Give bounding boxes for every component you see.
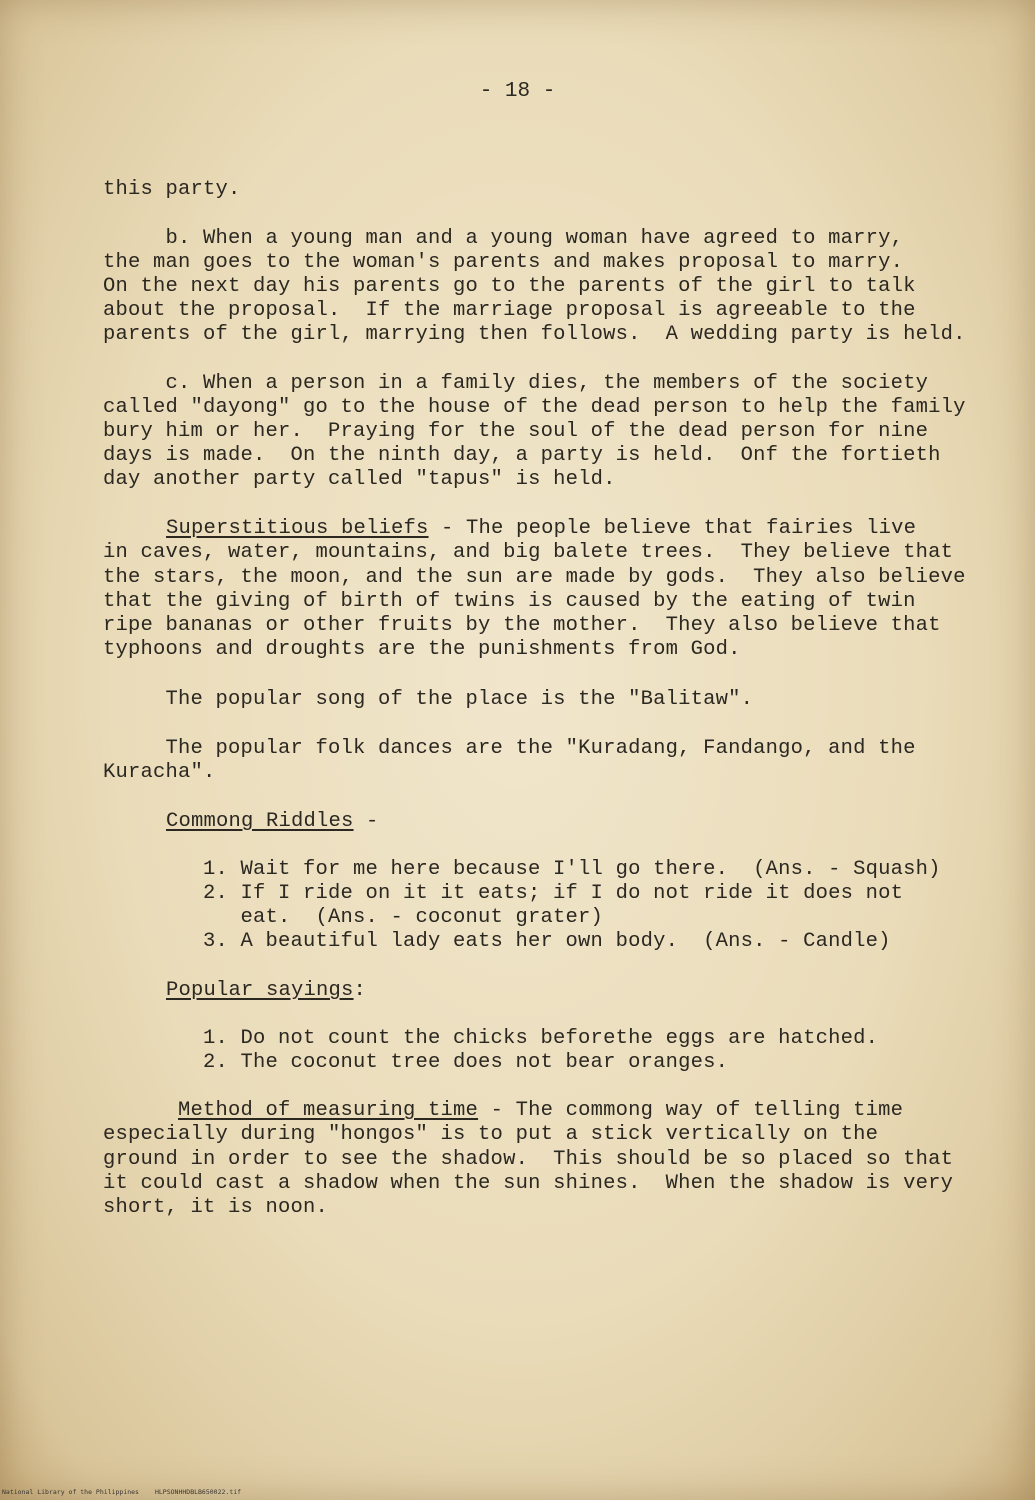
text-line: the stars, the moon, and the sun are made by gods. They also believe	[103, 566, 966, 589]
heading-superstitious-beliefs: Superstitious beliefs	[166, 517, 429, 540]
time-measure-line	[178, 1099, 903, 1123]
text-line: in caves, water, mountains, and big balete trees. They believe that	[103, 541, 954, 564]
text-line: Kuracha".	[103, 761, 216, 784]
page-number: - 18 -	[479, 80, 556, 103]
heading-method-of-measuring-time: Method of measuring time	[178, 1099, 479, 1122]
saying-item: 1. Do not count the chicks beforethe eggs are hatched.	[203, 1027, 879, 1050]
footer-library: National Library of the Philippines	[2, 1488, 139, 1496]
superstitious-beliefs-line	[166, 517, 916, 541]
footer-file-id: HLPSONHHDBLB650022.tif	[154, 1488, 242, 1496]
text-line: about the proposal. If the marriage proposal is agreeable to the	[103, 299, 916, 322]
text-line: On the next day his parents go to the parents of the girl to talk	[103, 275, 916, 298]
text-line: the man goes to the woman's parents and makes proposal to marry.	[103, 251, 904, 274]
sayings-heading-line	[166, 979, 366, 1003]
text-line: - The commong way of telling time	[478, 1099, 904, 1122]
text-line: The popular folk dances are the "Kuradang, Fandango, and the	[103, 737, 916, 760]
text-line: days is made. On the ninth day, a party is held. Onf the fortieth	[103, 444, 941, 467]
riddle-item: eat. (Ans. - coconut grater)	[203, 906, 604, 929]
riddle-item: 1. Wait for me here because I'll go there. (Ans. - Squash)	[203, 858, 941, 881]
text-line: short, it is noon.	[103, 1196, 329, 1219]
text-line: bury him or her. Praying for the soul of the dead person for nine	[103, 420, 929, 443]
text-line: day another party called "tapus" is held.	[103, 468, 616, 491]
text-line: typhoons and droughts are the punishments from God.	[103, 638, 741, 661]
riddle-item: 2. If I ride on it it eats; if I do not ride it does not	[203, 882, 904, 905]
text-line: especially during "hongos" is to put a stick vertically on the	[103, 1123, 879, 1146]
text-line: ripe bananas or other fruits by the mother. They also believe that	[103, 614, 941, 637]
text-line: c. When a person in a family dies, the members of the society	[103, 372, 929, 395]
text-line: that the giving of birth of twins is caused by the eating of twin	[103, 590, 916, 613]
heading-popular-sayings: Popular sayings	[166, 979, 354, 1002]
scan-footer	[2, 1488, 257, 1496]
text-line: - The people believe that fairies live	[428, 517, 917, 540]
text-line: it could cast a shadow when the sun shines. When the shadow is very	[103, 1172, 954, 1195]
text-line: called "dayong" go to the house of the dead person to help the family	[103, 396, 966, 419]
text-line: The popular song of the place is the "Balitaw".	[103, 688, 754, 711]
riddles-heading-line	[166, 810, 379, 834]
text-line: parents of the girl, marrying then follows. A wedding party is held.	[103, 323, 966, 346]
text-line: this party.	[103, 178, 241, 201]
riddle-item: 3. A beautiful lady eats her own body. (Ans. - Candle)	[203, 930, 891, 953]
text-line: ground in order to see the shadow. This should be so placed so that	[103, 1148, 954, 1171]
text-line: -	[353, 810, 379, 833]
heading-common-riddles: Commong Riddles	[166, 810, 354, 833]
saying-item: 2. The coconut tree does not bear oranges.	[203, 1051, 729, 1074]
text-line: b. When a young man and a young woman have agreed to marry,	[103, 227, 904, 250]
text-line: :	[353, 979, 367, 1002]
